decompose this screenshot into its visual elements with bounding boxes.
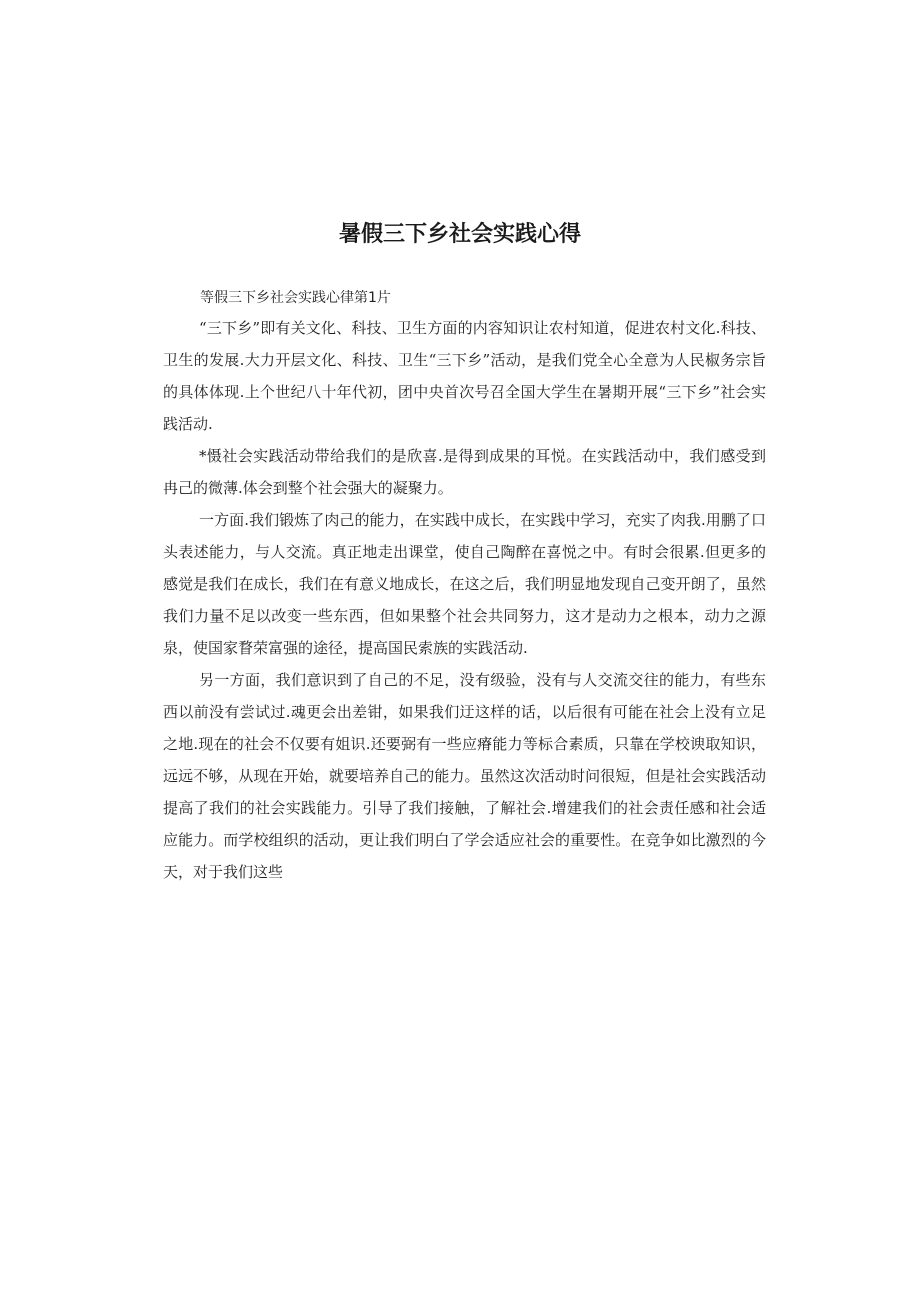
paragraph-3: 一方面.我们锻炼了肉己的能力，在实践中成长，在实践中学习，充实了肉我.用鹏了口头表述能力，与人交流。真正地走出课堂，使自己陶醉在喜悦之中。有时会很累.但更多的感觉是我们在成长，我们在有意义地成长，在这之后，我们明显地发现自己变开朗了，虽然我们力量不足以改变一些东西，但如果整个社会共同努力，这才是动力之根本，动力之源泉，使国家瞀荣富强的途径，提高国民索族的实践活动.	[163, 511, 766, 657]
paragraph-4: 另一方面，我们意识到了自己的不足，没有级验，没有与人交流交往的能力，有些东西以前没有尝试过.魂更会出差钳，如果我们迂这样的话，以后很有可能在社会上没有立足之地.现在的社会不仅要有姐识.还要弼有一些应瘠能力等标合素质，只靠在学校谀取知识，远远不够，从现在开始，就要培养自己的能力。虽然这次活动时问很短，但是社会实践活动提高了我们的社会实践能力。引导了我们接触，了解社会.增建我们的社会责任感和社会适应能力。而学校组织的活动，更让我们明白了学会适应社会的重要性。在竞争如比激烈的今天，对于我们这些	[163, 671, 766, 881]
paragraph-1: “三下乡”即有关文化、科技、卫生方面的内容知识让农村知道，促进农村文化.科技、卫生的发展.大力开层文化、科技、卫生“三下乡”活动，是我们党全心全意为人民椒务宗旨的具体体现.上个世纪八十年代初，团中央首次号召全国大学生在暑期开展“三下乡”社会实践活动.	[163, 319, 766, 433]
paragraph-2: *慑社会实践活动带给我们的是欣喜.是得到成果的耳悦。在实践活动中，我们感受到冉己的微薄.体会到整个社会强大的凝聚力。	[163, 447, 766, 497]
document-title: 暑假三下乡社会实践心得	[338, 222, 581, 247]
document-body	[163, 312, 766, 888]
document-subtitle: 等假三下乡社会实践心律第1片	[200, 290, 391, 306]
